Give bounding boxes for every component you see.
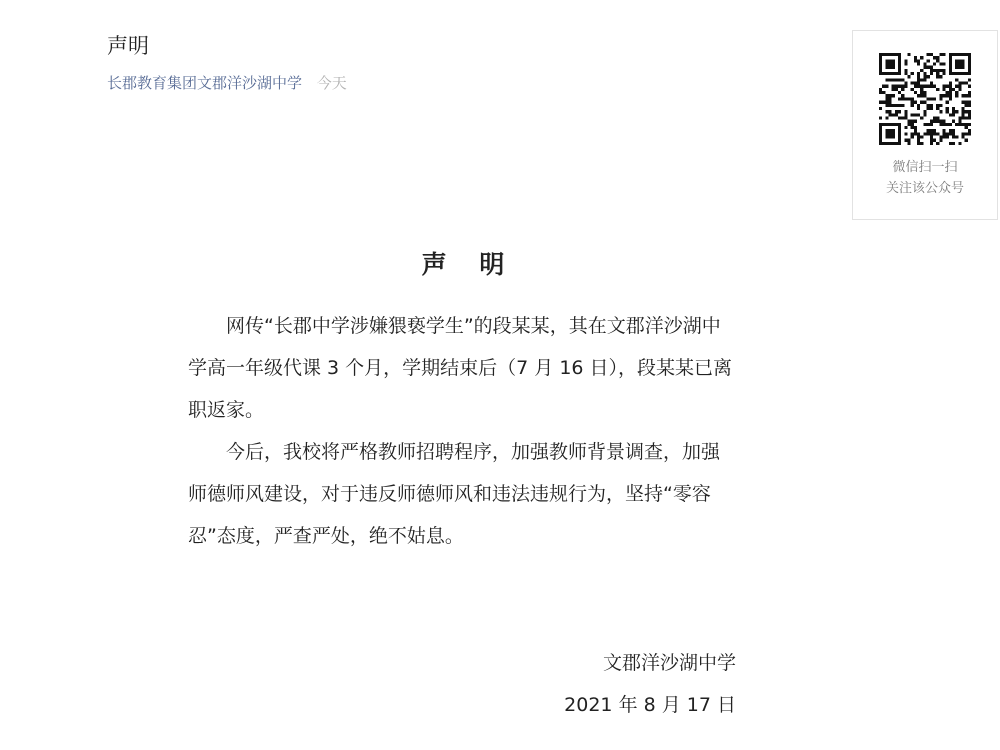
signature-date: 2021 年 8 月 17 日 <box>564 694 736 716</box>
qr-panel <box>852 30 998 220</box>
statement-paragraph-1: 网传“长郡中学涉嫌猥亵学生”的段某某，其在文郡洋沙湖中学高一年级代课 3 个月，学期结束后（7 月 16 日），段某某已离职返家。 <box>188 315 733 421</box>
statement-paragraph-2: 今后，我校将严格教师招聘程序，加强教师背景调查，加强师德师风建设，对于违反师德师风和违法违规行为，坚持“零容忍”态度，严查严处，绝不姑息。 <box>188 441 721 547</box>
signature-block <box>564 642 736 726</box>
qr-code-icon <box>879 53 971 145</box>
signature-school: 文郡洋沙湖中学 <box>602 652 736 674</box>
qr-caption-line1: 微信扫一扫 <box>892 160 958 175</box>
qr-caption <box>853 157 997 199</box>
article-meta <box>107 72 347 94</box>
article-header <box>107 30 347 94</box>
statement-heading: 声 明 <box>421 250 517 279</box>
statement-content <box>188 245 738 557</box>
article-title: 声明 <box>107 34 149 58</box>
publish-time: 今天 <box>316 74 347 92</box>
account-name-link[interactable]: 长郡教育集团文郡洋沙湖中学 <box>107 74 303 92</box>
qr-caption-line2: 关注该公众号 <box>885 181 964 196</box>
